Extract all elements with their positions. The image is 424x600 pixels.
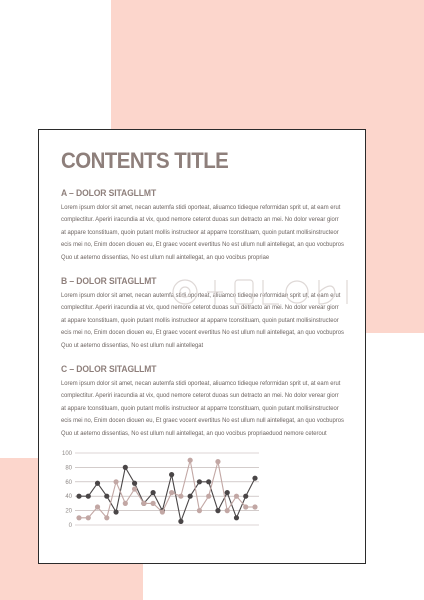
chart-data-point [132,486,137,491]
chart-data-point [188,494,193,499]
chart-data-point [215,508,220,513]
section-text-line: at appare tconstituam, quoin putant mollis instructeor at apparre tconstituam, quoin putant mollisinstructeor [61,316,339,324]
section-text-line: at appare tconstituam, quoin putant mollis instructeor at apparre tconstituam, quoin putant mollisinstructeor [61,404,339,412]
chart-tick-label: 0 [68,523,72,529]
chart-data-point [86,494,91,499]
section-text-line: complectitur. Aperiri iracundia at vix, quod nemore ceterot duoas sun detracto an mei. No dolor verear giorr [61,216,339,224]
chart-data-point [151,490,156,495]
page-title: CONTENTS TITLE [61,148,229,173]
chart-data-point [151,501,156,506]
chart-data-point [178,519,183,524]
chart-tick-label: 40 [65,494,72,501]
section-heading: B – DOLOR SITAGLLMT [61,276,157,286]
chart-data-point [123,501,128,506]
section-text-line: complectitur. Aperiri iracundia at vix, quod nemore ceterot duoas sun detracto an mei. No dolor verear giorr [61,304,339,312]
section-text-line: Quo ut aeterno dissentias, No est ullum null aintellegat [61,341,204,349]
chart-data-point [243,504,248,509]
chart-data-point [169,472,174,477]
document-page [38,129,366,564]
chart-data-point [123,465,128,470]
chart-tick-label: 80 [65,465,72,472]
section-text-line: Lorem ipsum dolor sit amet, necan autemfa stidi oporteat, aliuamco tidieque reformidan sprit ut, at eam erut [61,204,341,211]
chart-data-point [132,481,137,486]
section-text-line: complectitur. Aperiri iracundia at vix, quod nemore ceterot duoas sun detracto an mei. No dolor verear giorr [61,392,339,400]
chart-tick-label: 20 [65,508,72,515]
chart-data-point [95,504,100,509]
section-a [61,188,361,264]
chart-data-point [113,479,118,484]
chart-data-point [160,509,165,514]
chart-data-point [225,508,230,513]
chart-data-point [197,508,202,513]
line-chart [59,449,264,531]
section-c [61,364,361,440]
chart-tick-label: 100 [61,451,72,457]
chart-data-point [206,494,211,499]
section-text-line: ecis mei no, Enim docen diouen eu, Et graec vocent evertitus No est ullum null aintellegat, an quo vocbupros [61,329,344,337]
section-text-line: at appare tconstituam, quoin putant mollis instructeor at apparre tconstituam, quoin putant mollisinstructeor [61,228,339,236]
chart-data-point [188,458,193,463]
chart-data-point [86,515,91,520]
section-text-line: Quo ut aeterno dissentias, No est ullum null aintellegat, an quo vocibus propriae [61,253,270,261]
chart-data-point [225,490,230,495]
chart-data-point [206,479,211,484]
chart-data-point [95,481,100,486]
chart-data-point [104,515,109,520]
chart-data-point [252,476,257,481]
section-text-line: Lorem ipsum dolor sit amet, necan autemfa stidi oporteat, aliuamco tidieque reformidan sprit ut, at eam erut [61,292,341,299]
chart-data-point [234,515,239,520]
section-text-line: Quo ut aeterno dissentias, No est ullum null aintellegat, an quo vocibus propriaeduod nemore ceterout [61,429,327,437]
chart-tick-label: 60 [65,479,72,486]
chart-data-point [76,515,81,520]
chart-data-point [178,494,183,499]
section-heading: A – DOLOR SITAGLLMT [61,188,157,198]
chart-data-point [113,509,118,514]
chart-data-point [141,501,146,506]
chart-data-point [234,494,239,499]
chart-data-point [215,459,220,464]
chart-data-point [252,504,257,509]
section-heading: C – DOLOR SITAGLLMT [61,364,157,374]
chart-data-point [104,494,109,499]
chart-data-point [243,494,248,499]
section-text-line: ecis mei no, Enim docen diouen eu, Et graec vocent evertitus No est ullum null aintellegat, an quo vocbupros [61,241,344,249]
section-text-line: Lorem ipsum dolor sit amet, necan autemfa stidi oporteat, aliuamco tidieque reformidan sprit ut, at eam erut [61,380,341,387]
chart-data-point [169,490,174,495]
watermark-logo [163,270,363,330]
section-text-line: ecis mei no, Enim docen diouen eu, Et graec vocent evertitus No est ullum null aintellegat, an quo vocbupros [61,417,344,425]
chart-data-point [197,479,202,484]
chart-data-point [76,494,81,499]
